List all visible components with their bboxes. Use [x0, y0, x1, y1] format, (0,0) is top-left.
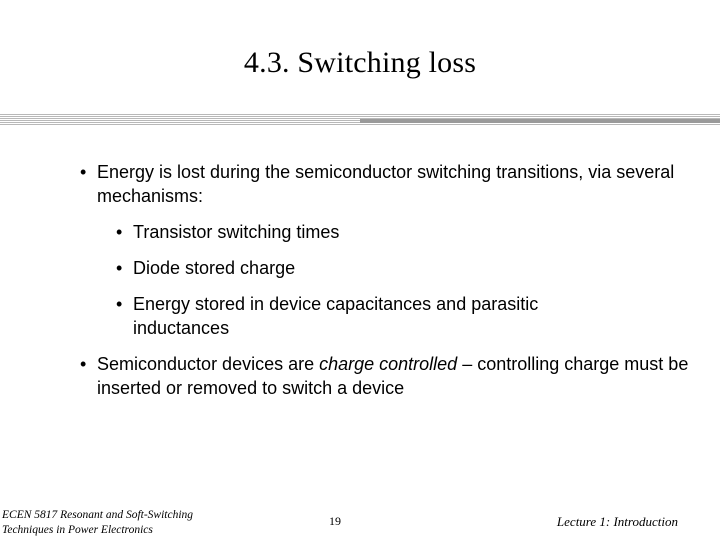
bullet-text-emphasis: charge controlled — [319, 354, 458, 374]
sub-bullet-diode — [116, 256, 693, 280]
sub-bullet-capacitances — [116, 292, 633, 340]
footer-course-line2: Techniques in Power Electronics — [2, 524, 153, 536]
sub-bullet-text: Transistor switching times — [133, 222, 340, 242]
bullet-marker: • — [80, 354, 87, 374]
sub-bullet-text: Diode stored charge — [133, 258, 296, 278]
title-divider-bar — [360, 119, 720, 123]
title-divider — [0, 114, 720, 126]
footer-course — [2, 508, 232, 538]
bullet-marker: • — [80, 162, 87, 182]
page-number: 19 — [329, 514, 341, 528]
bullet-marker: • — [116, 294, 123, 314]
footer-course-line1: ECEN 5817 Resonant and Soft-Switching — [2, 509, 194, 521]
bullet-marker: • — [116, 222, 123, 242]
bullet-charge-controlled — [80, 352, 697, 400]
sub-bullet-transistor — [116, 220, 693, 244]
slide-title: 4.3. Switching loss — [243, 46, 477, 79]
footer-lecture: Lecture 1: Introduction — [556, 514, 678, 529]
bullet-marker: • — [116, 258, 123, 278]
bullet-text-start: Semiconductor devices are — [97, 354, 320, 374]
bullet-text: Energy is lost during the semiconductor switching transitions, via several mechanisms: — [97, 162, 675, 206]
bullet-text-end: – controlling charge must be inserted or removed to switch a device — [97, 354, 689, 398]
bullet-energy-lost — [80, 160, 697, 208]
sub-bullet-text: Energy stored in device capacitances and parasitic inductances — [133, 294, 539, 338]
